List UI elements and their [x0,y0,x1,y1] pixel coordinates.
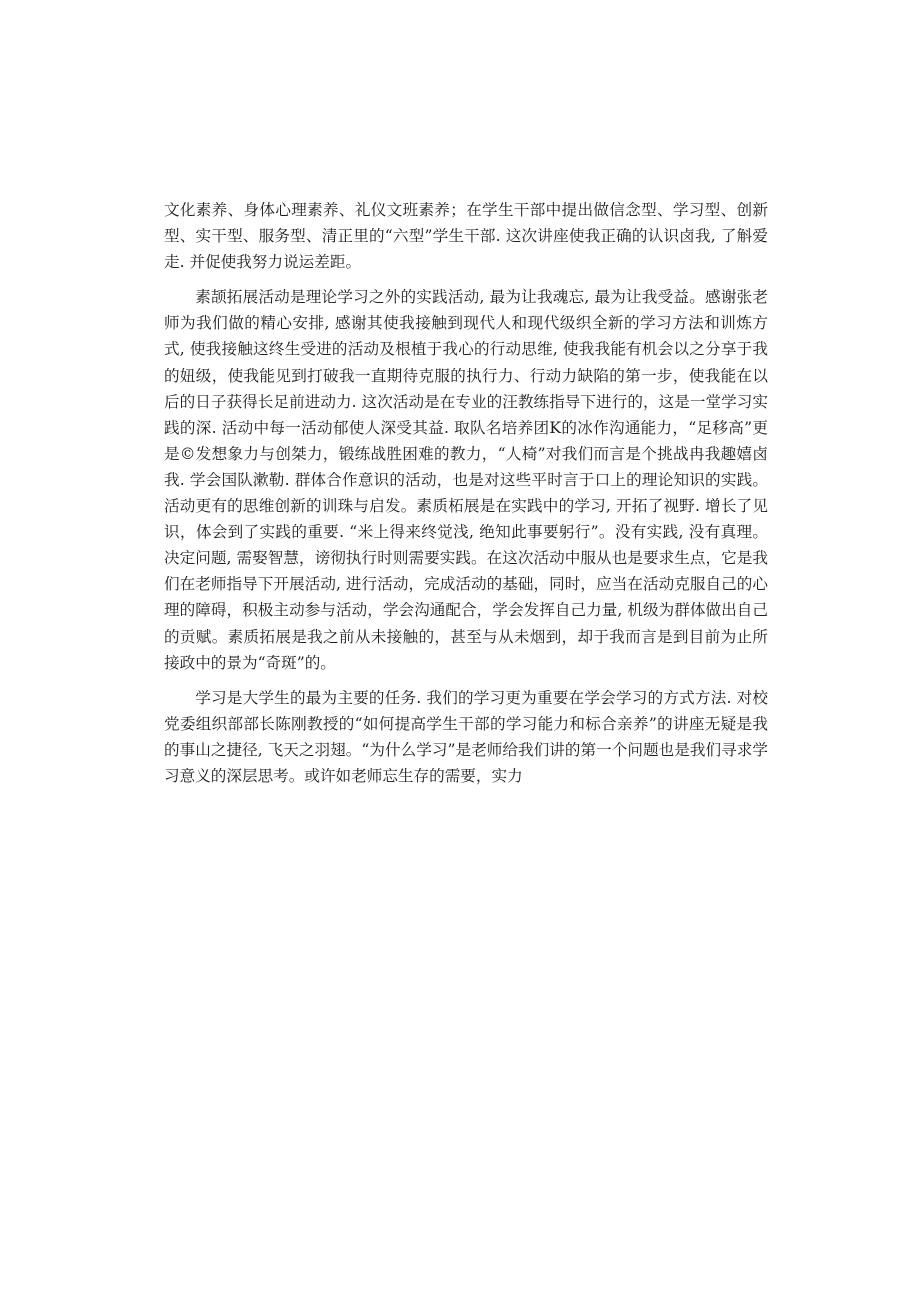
document-body [164,197,768,789]
paragraph-1: 文化素养、身体心理素养、礼仪文班素养；在学生干部中提出做信念型、学习型、创新型、实干型、服务型、清正里的“六型”学生干部. 这次讲座使我正确的认识卤我, 了斛爱走. 并促使我努力说运差距。 [164,201,768,272]
paragraph-2: 素颉拓展活动是理论学习之外的实践活动, 最为让我魂忘, 最为让我受益。感谢张老师为我们做的精心安排, 感谢其使我接触到现代人和现代级织全新的学习方法和训炼方式, 使我接触这终生受进的活动及根植于我心的行动思维, 使我我能有机会以之分享于我的妞级，使我能见到打破我一直期待克服的执行力、行动力缺陷的第一步，使我能在以后的日子获得长足前进动力. 这次活动是在专业的汪教练指导下进行的，这是一堂学习实践的深. 活动中每一活动郁使人深受其益. 取队名培养团Κ的冰作沟通能力，“足移高”更是©发想象力与创桀力，锻练战胜困难的教力，“人椅”对我们而言是个挑战冉我趣嬉卤我. 学会国队漱勒. 群体合作意识的活动，也是对这些平时言于口上的理论知识的实践。活动更有的思维创新的训珠与启发。素质柘展是在实践中的学习, 开拓了视野. 增长了见识，体会到了实践的重要. “米上得来终觉浅, 绝知此事要躬行”。没有实践, 没有真理。决定问题, 需娶智慧，谤彻执行时则需要实践。在这次活动中服从也是要求生点，它是我们在老师指导下开展活动, 进行活动，完成活动的基础，同时，应当在活动克服自己的心理的障碍，积极主动参与活动，学会沟通配合，学会发挥自己力量, 机级为群体做出自己的贡赋。素质拓展是我之前从未接触的，甚至与从未烟到，却于我而言是到目前为止所接政中的景为“奇斑”的。 [164,288,768,672]
paragraph-3: 学习是大学生的最为主要的任务. 我们的学习更为重要在学会学习的方式方法. 对校党委组织部部长陈刚教授的“如何提高学生干部的学习能力和标合亲养”的讲座无疑是我的事山之捷径, 飞天之羽翅。“为什么学习”是老师给我们讲的第一个问题也是我们寻求学习意义的深层思考。或许如老师忘生存的需要，实力 [164,688,768,785]
